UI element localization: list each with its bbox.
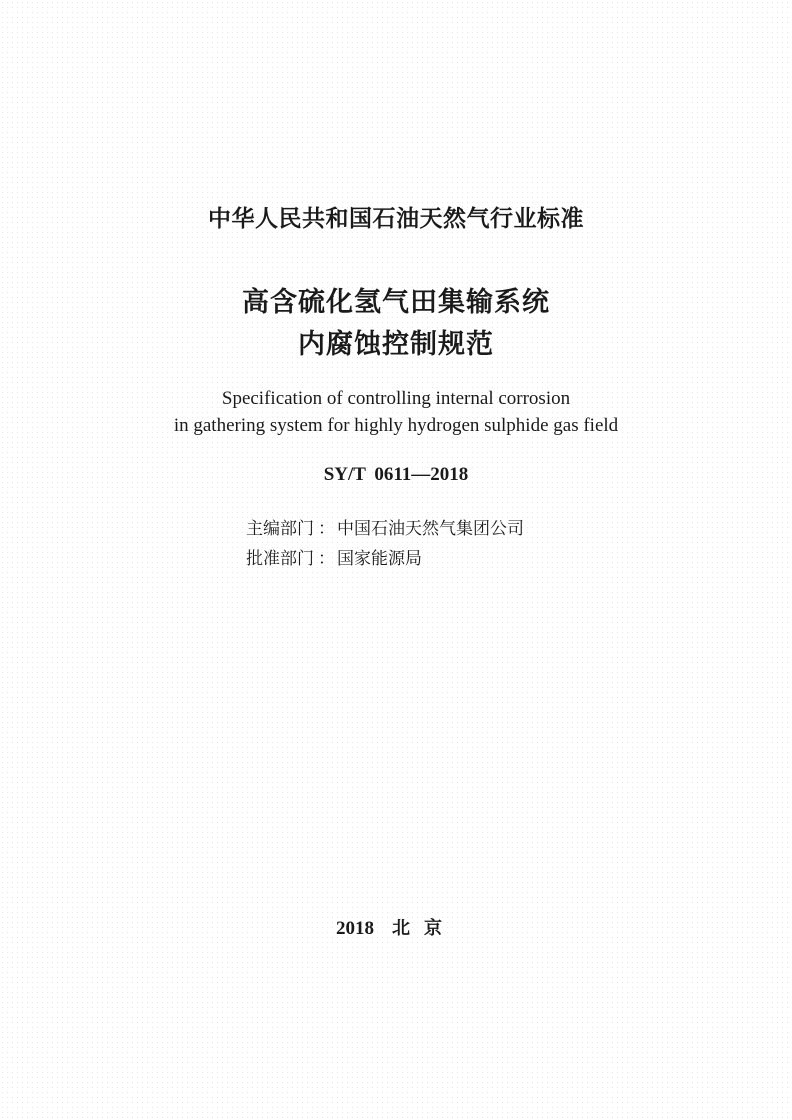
title-english-line-1: Specification of controlling internal corrosion (221, 388, 571, 409)
editor-value: 中国石油天然气集团公司 (337, 519, 524, 539)
approver-separator: ： (318, 549, 335, 569)
editor-row (246, 514, 524, 544)
title-chinese-line-1: 高含硫化氢气田集输系统 (242, 287, 550, 318)
standard-number: SY/T 0611—2018 (323, 464, 469, 485)
footer-city: 北京 (392, 918, 456, 939)
title-english-line-2: in gathering system for highly hydrogen sulphide gas field (173, 415, 619, 436)
approver-label: 批准部门 (246, 549, 314, 569)
approver-value: 国家能源局 (337, 549, 422, 569)
title-chinese-line-2: 内腐蚀控制规范 (298, 329, 494, 360)
approver-row (246, 544, 524, 574)
standard-category: 中华人民共和国石油天然气行业标准 (208, 206, 584, 232)
footer-imprint (0, 914, 792, 940)
footer-year: 2018 (336, 918, 374, 939)
editor-label: 主编部门 (246, 519, 314, 539)
meta-block (246, 514, 524, 574)
editor-separator: ： (318, 519, 335, 539)
